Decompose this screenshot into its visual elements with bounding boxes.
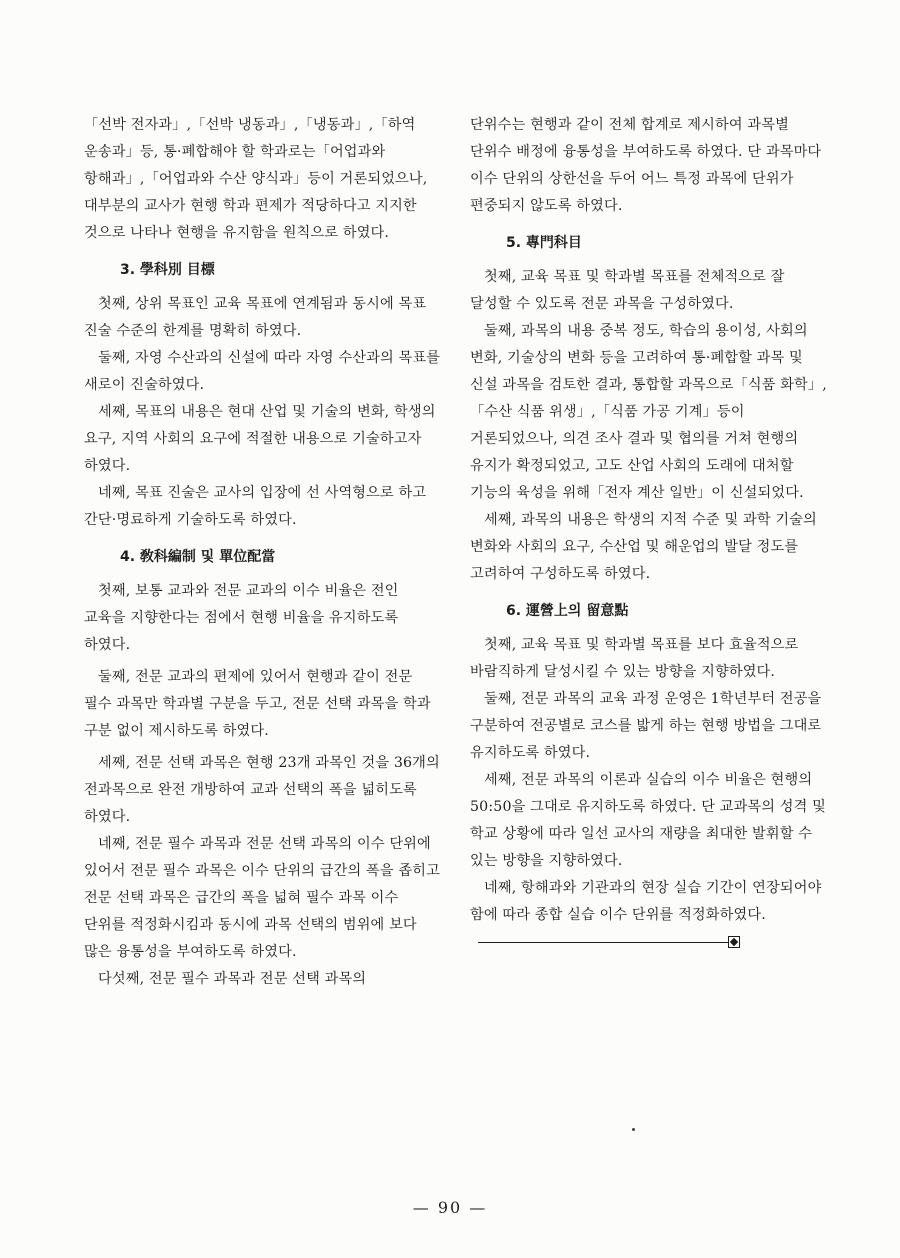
paragraph: 둘째, 전문 교과의 편제에 있어서 현행과 같이 전문 필수 과목만 학과별 구분을 두고, 전문 선택 과목을 학과 구분 없이 제시하도록 하였다. [84, 669, 431, 739]
paragraph: 세째, 전문 선택 과목은 현행 23개 과목인 것을 36개의 전과목으로 완전 개방하여 교과 선택의 폭을 넓히도록 하였다. [84, 755, 440, 825]
paragraph: 단위수는 현행과 같이 전체 합계로 제시하여 과목별 단위수 배정에 융통성을 부여하도록 하였다. 단 과목마다 이수 단위의 상한선을 두어 어느 특정 과목에 단위가 편중되지 않도록 하였다. [470, 117, 822, 214]
paragraph: 첫째, 교육 목표 및 학과별 목표를 보다 효율적으로 바람직하게 달성시킬 수 있는 방향을 지향하였다. [470, 637, 799, 680]
paragraph: 다섯째, 전문 필수 과목과 전문 선택 과목의 [98, 971, 367, 987]
section-heading-4: 4. 敎科編制 및 單位配當 [120, 549, 276, 565]
paragraph: 네째, 전문 필수 과목과 전문 선택 과목의 이수 단위에 있어서 전문 필수 과목은 이수 단위의 급간의 폭을 좁히고 전문 선택 과목은 급간의 폭을 넓혀 필수 과목 이수 단위를 적정화시킴과 동시에 과목 선택의 범위에 보다 많은 융통성을 부여하도록 하였다. [84, 836, 440, 960]
end-rule [478, 942, 728, 943]
paragraph: 둘째, 전문 과목의 교육 과정 운영은 1학년부터 전공을 구분하여 전공별로 코스를 밟게 하는 현행 방법을 그대로 유지하도록 하였다. [470, 691, 822, 761]
right-column [470, 112, 827, 956]
paragraph: 둘째, 과목의 내용 중복 정도, 학습의 용이성, 사회의 변화, 기술상의 변화 등을 고려하여 통·폐합할 과목 및 신설 과목을 검토한 결과, 통합할 과목으로「식품 화학」,「수산 식품 위생」,「식품 가공 기계」등이 거론되었으나, 의견 조사 결과 및 협의를 거쳐 현행의 유지가 확정되었고, 고도 산업 사회의 도래에 대처할 기능의 육성을 위해「전자 계산 일반」이 신설되었다. [470, 323, 827, 501]
paragraph: 「선박 전자과」,「선박 냉동과」,「냉동과」,「하역 운송과」등, 통·폐합해야 할 학과로는「어업과와 항해과」,「어업과와 수산 양식과」등이 거론되었으나, 대부분의 교사가 현행 학과 편제가 적당하다고 지지한 것으로 나타나 현행을 유지함을 원칙으로 하였다. [84, 117, 428, 241]
paragraph: 네째, 목표 진술은 교사의 입장에 선 사역형으로 하고 간단·명료하게 기술하도록 하였다. [84, 485, 427, 528]
section-heading-3: 3. 學科別 目標 [120, 262, 215, 278]
section-heading-5: 5. 專門科目 [506, 235, 582, 251]
paragraph: 세째, 목표의 내용은 현대 산업 및 기술의 변화, 학생의 요구, 지역 사회의 요구에 적절한 내용으로 기술하고자 하였다. [84, 404, 436, 474]
left-column [84, 112, 441, 993]
paragraph: 첫째, 교육 목표 및 학과별 목표를 전체적으로 잘 달성할 수 있도록 전문 과목을 구성하였다. [470, 269, 785, 312]
paragraph: 첫째, 보통 교과와 전문 교과의 이수 비율은 전인 교육을 지향한다는 점에서 현행 비율을 유지하도록 하였다. [84, 583, 399, 653]
paragraph: 첫째, 상위 목표인 교육 목표에 연계됨과 동시에 목표 진술 수준의 한계를 명확히 하였다. [84, 296, 427, 339]
paragraph: 세째, 전문 과목의 이론과 실습의 이수 비율은 현행의 50:50을 그대로 유지하도록 하였다. 단 교과목의 성격 및 학교 상황에 따라 일선 교사의 재량을 최대한 발휘할 수 있는 방향을 지향하였다. [470, 772, 827, 869]
paragraph: 세째, 과목의 내용은 학생의 지적 수준 및 과학 기술의 변화와 사회의 요구, 수산업 및 해운업의 발달 정도를 고려하여 구성하도록 하였다. [470, 512, 817, 582]
paragraph-text: 네째, 항해과와 기관과의 현장 실습 기간이 연장되어야 함에 따라 종합 실습 이수 단위를 적정화하였다. [470, 880, 822, 923]
speck [632, 1128, 635, 1131]
end-diamond-icon [728, 936, 740, 948]
paragraph-last [470, 875, 827, 956]
section-heading-6: 6. 運營上의 留意點 [506, 603, 629, 619]
page-number: — 90 — [412, 1198, 488, 1217]
paragraph: 둘째, 자영 수산과의 신설에 따라 자영 수산과의 목표를 새로이 진술하였다. [84, 350, 441, 393]
